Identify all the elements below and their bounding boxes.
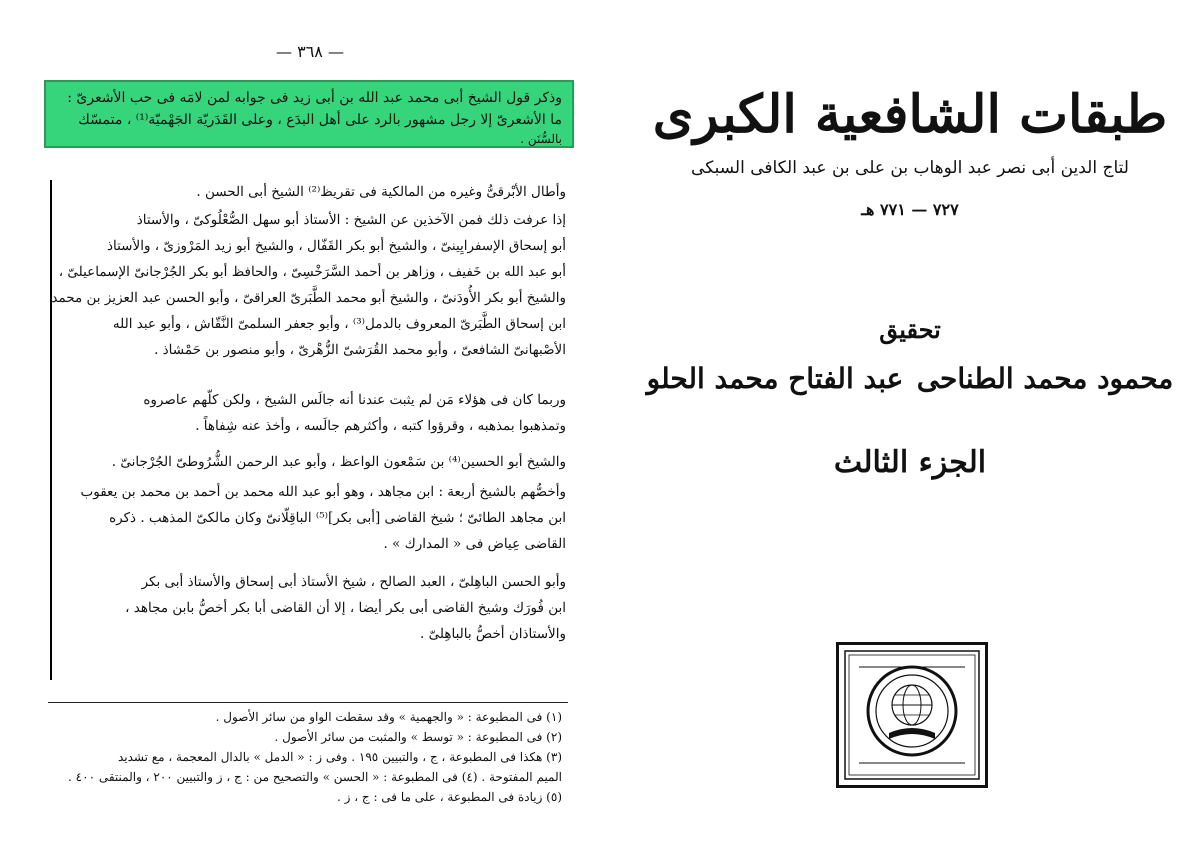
column-divider	[50, 180, 52, 680]
highlight-line: بالسُّنَن .	[520, 132, 562, 146]
volume-label: الجزء الثالث	[833, 445, 987, 480]
body-line: وأخصُّهم بالشيخ أربعة : ابن مجاهد ، وهو أبو عبد الله محمد بن أحمد بن محمد بن يعقوب	[80, 484, 566, 500]
body-line: الأصْبهانىّ الشافعىّ ، وأبو محمد القُرَشىّ الزُّهْرىّ ، وأبو منصور بن حَمْشاذ .	[154, 342, 566, 358]
footnote: (٢) فى المطبوعة : « توسط » والمثبت من سائر الأصول .	[274, 730, 562, 744]
left-page	[40, 30, 580, 840]
footnote: (١) فى المطبوعة : « والجهمية » وقد سقطت الواو من سائر الأصول .	[215, 710, 562, 724]
page-number: — ٣٦٨ —	[276, 42, 344, 61]
footnote: (٥) زيادة فى المطبوعة ، على ما فى : ج ، ز .	[336, 790, 562, 804]
body-line: أبو عبد الله بن خَفيف ، وزاهر بن أحمد السَّرَخْسِىّ ، والحافظ أبو بكر الجُرْجانىّ الإسماعيلىّ ،	[58, 264, 566, 280]
book-title: طبقات الشافعية الكبرى	[652, 84, 1168, 145]
footnote: الميم المفتوحة . (٤) فى المطبوعة : « الحسن » والتصحيح من : ج ، ز والتبيين ٢٠٠ ، والمنتقى ٤٠٠ .	[68, 770, 562, 784]
body-line: وأبو الحسن الباهِلىّ ، العبد الصالح ، شيخ الأستاذ أبى إسحاق والأستاذ أبى بكر	[141, 574, 566, 590]
tahqiq-label: تحقيق	[879, 315, 941, 344]
right-page-title	[640, 30, 1180, 830]
body-line: وربما كان فى هؤلاء مَن لم يثبت عندنا أنه جالَس الشيخ ، ولكن كلّهم عاصروه	[143, 392, 566, 408]
globe-emblem-icon	[839, 645, 985, 785]
body-line: وأطال الأبْرقىُّ وغيره من المالكية فى تقريظ⁽²⁾ الشيخ أبى الحسن .	[196, 184, 566, 200]
body-line: والأستاذان أخصُّ بالباهِلىّ .	[420, 626, 566, 642]
highlight-line: وذكر قول الشيخ أبى محمد عبد الله بن أبى زيد فى جوابه لمن لامَه فى حب الأشعرىّ :	[67, 90, 562, 106]
publisher-logo	[836, 642, 988, 788]
editor-name: عبد الفتاح محمد الحلو	[646, 362, 904, 395]
body-line: والشيخ أبو بكر الأُودَنىّ ، والشيخ أبو محمد الطَّبَرىّ العراقىّ ، وأبو الحسن عبد العزيز بن محمد	[51, 290, 566, 306]
body-line: والشيخ أبو الحسين⁽⁴⁾ بن سَمْعون الواعظ ، وأبو عبد الرحمن الشُّرُوطىّ الجُرْجانىّ .	[111, 454, 566, 470]
body-line: ابن مجاهد الطائىّ ؛ شيخ القاضى [أبى بكر]⁽⁵⁾ الباقِلّانىّ وكان مالكىّ المذهب . ذكره	[109, 510, 566, 526]
body-line: ابن إسحاق الطَّبَرىّ المعروف بالدمل⁽³⁾ ، وأبو جعفر السلمىّ النَّقّاش ، وأبو عبد الله	[112, 316, 566, 332]
editor-name: محمود محمد الطناحى	[916, 362, 1174, 395]
dates-line: ٧٢٧ — ٧٧١ هـ	[861, 200, 959, 219]
footnote: (٣) هكذا فى المطبوعة ، ج ، والتبيين ١٩٥ . وفى ز : « الدمل » بالدال المعجمة ، مع تشديد	[117, 750, 562, 764]
body-line: إذا عرفت ذلك فمن الآخذين عن الشيخ : الأستاذ أبو سهل الصُّعْلُوكىّ ، والأستاذ	[136, 212, 566, 228]
footnote-rule	[48, 702, 568, 703]
body-line: أبو إسحاق الإسفرايِينىّ ، والشيخ أبو بكر القَفّال ، والشيخ أبو زيد المَرْوزىّ ، والأستاذ	[106, 238, 566, 254]
highlight-line: ما الأشعرىّ إلا رجل مشهور بالرد على أهل البدَع ، وعلى القَدَريّة الجَهْميّة⁽¹⁾ ، متمسّك	[78, 112, 562, 128]
body-line: وتمذهبوا بمذهبه ، وقرؤوا كتبه ، وأكثرهم جالَسه ، وأخذ عنه شِفاهاً .	[195, 418, 566, 434]
body-line: ابن فُورَك وشيخ القاضى أبى بكر أيضا ، إلا أن القاضى أبا بكر أخصُّ بابن مجاهد ،	[125, 600, 566, 616]
highlighted-passage[interactable]	[44, 80, 574, 148]
body-line: القاضى عِياض فى « المدارك » .	[383, 536, 566, 552]
author-line: لتاج الدين أبى نصر عبد الوهاب بن على بن عبد الكافى السبكى	[691, 158, 1129, 178]
